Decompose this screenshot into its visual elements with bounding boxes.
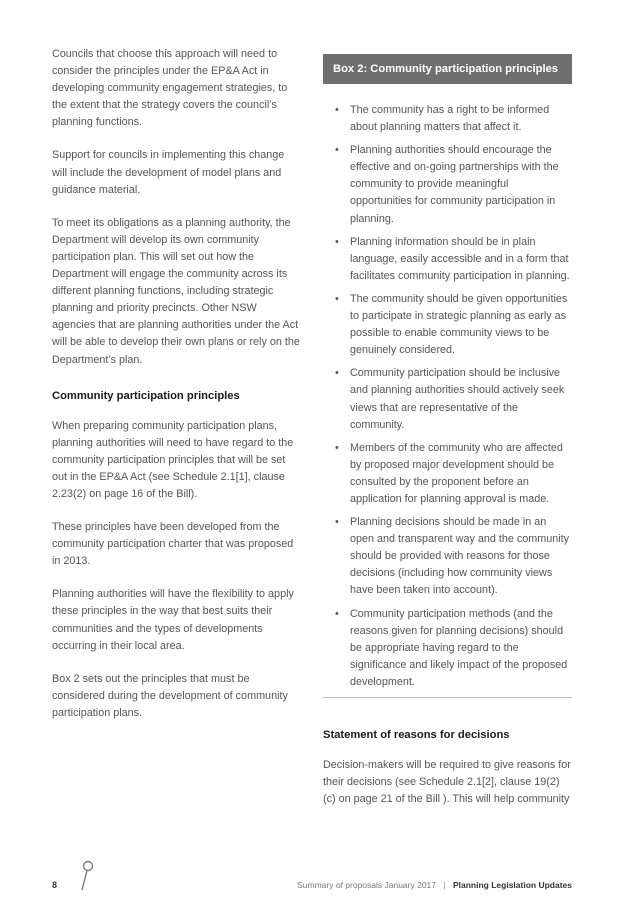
principles-list [323,84,572,691]
bullet-icon: • [335,607,339,620]
footer-separator: | [443,880,446,890]
paragraph: When preparing community participation plans, planning authorities will need to have regard to the community participation principles that will be set out in the EP&A Act (see Schedule 2.1[1], clause 2.23(2) on page 16 of the Bill). [52,419,294,500]
bullet-icon: • [335,441,339,454]
list-item [323,514,572,599]
list-item [323,234,572,285]
footer-text [297,880,572,890]
list-item [323,606,572,691]
paragraph: Planning authorities will have the flexibility to apply these principles in the way that best suits their communities and the types of developments occurring in their local area. [52,588,294,652]
bullet-icon: • [335,516,339,529]
list-item [323,102,572,136]
list-item [323,440,572,508]
list-item-text: Community participation should be inclusive and planning authorities should actively seek views that are representative of the community. [350,367,565,431]
list-item-text: Community participation methods (and the reasons given for planning decisions) should be appropriate having regard to the significance and likely impact of the proposed development. [350,607,568,688]
list-item-text: Planning information should be in plain language, easily accessible and in a form that facilitates community participation in planning. [350,235,570,282]
bullet-icon: • [335,104,339,116]
paragraph: Box 2 sets out the principles that must be considered during the development of community participation plans. [52,672,288,719]
footer-title: Planning Legislation Updates [452,880,572,890]
section-heading: Statement of reasons for decisions [323,729,510,741]
paragraph: These principles have been developed from the community participation charter that was proposed in 2013. [52,521,294,568]
footer-summary: Summary of proposals January 2017 [297,880,437,890]
paragraph: Support for councils in implementing this change will include the development of model plans and guidance material. [52,149,285,196]
bullet-icon: • [335,144,339,157]
box-title: Box 2: Community participation principles [323,54,572,84]
section-heading: Community participation principles [52,389,240,402]
right-column [323,54,572,824]
list-item-text: Members of the community who are affected by proposed major development should be consulted by the proponent before an application for planning approval is made. [350,441,563,505]
box-bottom-rule [323,697,572,698]
bullet-icon: • [335,235,339,248]
principles-box [323,54,572,698]
paragraph: Decision-makers will be required to give reasons for their decisions (see Schedule 2.1[2], clause 19(2) (c) on page 21 of the Bill ). This will help community [323,759,571,806]
bullet-icon: • [335,292,339,305]
paragraph: Councils that choose this approach will need to consider the principles under the EP&A Act in developing community engagement strategies, to the extent that the strategy covers the council’s planning functions. [52,48,288,129]
list-item-text: Planning authorities should encourage the effective and on-going partnerships with the community to provide meaningful opportunities for community participation in planning. [350,144,559,225]
bullet-icon: • [335,367,339,380]
left-column [52,46,300,738]
paragraph: To meet its obligations as a planning authority, the Department will develop its own community participation plan. This will set out how the Department will engage the community across its different planning functions, including strategic planning and priority precincts. Other NSW agencies that are planning authorities under the Act will be able to develop their own plans or rely on the Department’s plan. [52,216,300,366]
list-item-text: Planning decisions should be made in an open and transparent way and the community should be provided with reasons for those decisions (including how community views have been taken into account). [350,516,570,597]
list-item [323,142,572,227]
page-number: 8 [52,880,58,890]
list-item-text: The community should be given opportunities to participate in strategic planning as early as possible to enable community views to be genuinely considered. [350,292,568,357]
list-item-text: The community has a right to be informed about planning matters that affect it. [350,104,550,134]
list-item [323,365,572,433]
map-pin-icon [80,860,96,892]
list-item [323,291,572,359]
page-footer [52,880,572,900]
